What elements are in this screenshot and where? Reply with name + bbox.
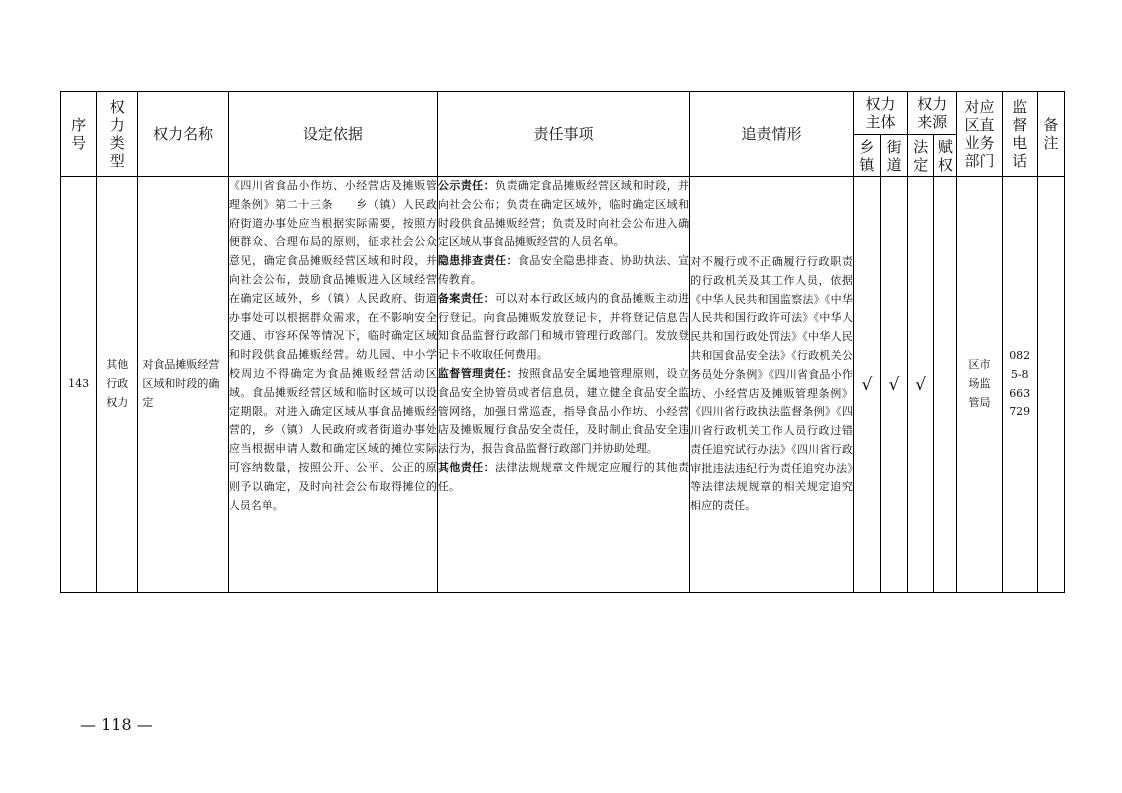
row-seq: 143 <box>61 177 97 593</box>
header-accountability: 追责情形 <box>690 92 854 177</box>
row-dept: 区市 场监 管局 <box>957 177 1002 593</box>
row-accountability: 对不履行或不正确履行行政职责的行政机关及其工作人员，依据《中华人民共和国监察法》《中华人民共和国行政许可法》《中华人民共和国行政处罚法》《中华人民共和国食品安全法》《行政机关公务员处分条例》《四川省食品小作坊、小经营店及摊贩管理条例》《四川省行政执法监督条例》《四川省行政机关工作人员行政过错责任追究试行办法》《四川省行政审批违法违纪行为责任追究办法》等法律法规规章的相关规定追究相应的责任。 <box>690 177 854 593</box>
row-power-name: 对食品摊贩经营区域和时段的确定 <box>138 177 228 593</box>
check-town: √ <box>853 177 880 593</box>
duty-filing: 备案责任：可以对本行政区域内的食品摊贩主动进行登记。向食品摊贩发放登记卡，并将登记信息告知食品监督行政部门和城市管理行政部门。发放登记卡不收取任何费用。 <box>437 291 690 362</box>
header-dept: 对应 区直 业务 部门 <box>957 92 1002 177</box>
check-legal: √ <box>908 177 934 593</box>
duty-other: 其他责任：法律法规规章文件规定应履行的其他责任。 <box>437 460 690 493</box>
page-number: — 118 — <box>80 715 153 734</box>
duty-public: 公示责任：负责确定食品摊贩经营区域和时段，并向社会公布；负责在确定区域外，临时确定区域和时段供食品摊贩经营；负责及时向社会公布进入确定区域从事食品摊贩经营的人员名单。 <box>437 179 690 249</box>
header-subject: 权力 主体 <box>853 92 907 135</box>
check-street: √ <box>881 177 908 593</box>
row-remark <box>1037 177 1064 593</box>
table-row <box>61 177 1065 593</box>
header-source: 权力 来源 <box>908 92 957 135</box>
row-basis: 《四川省食品小作坊、小经营店及摊贩管理条例》第二十三条 乡（镇）人民政府街道办事处应当根据实际需要，按照方便群众、合理布局的原则，征求社会公众意见，确定食品摊贩经营区域和时段，并向社会公布，鼓励食品摊贩进入区域经营在确定区域外，乡（镇）人民政府、街道办事处可以根据群众需求，在不影响安全交通、市容环保等情况下，临时确定区域和时段供食品摊贩经营。幼儿园、中小学校周边不得确定为食品摊贩经营活动区域。食品摊贩经营区域和临时区域可以设定期限。对进入确定区域从事食品摊贩经营的，乡（镇）人民政府或者街道办事处应当根据申请人数和确定区域的摊位实际可容纳数量，按照公开、公平、公正的原则予以确定，及时向社会公布取得摊位的人员名单。 <box>228 177 437 593</box>
header-duty: 责任事项 <box>437 92 689 177</box>
header-remark: 备 注 <box>1037 92 1064 177</box>
header-subject-town: 乡 镇 <box>853 135 880 177</box>
row-type: 其他 行政 权力 <box>97 177 138 593</box>
header-type: 权 力 类 型 <box>97 92 138 177</box>
header-seq: 序 号 <box>61 92 97 177</box>
header-source-grant: 赋 权 <box>934 135 957 177</box>
row-phone: 082 5-8 663 729 <box>1002 177 1037 593</box>
row-duties <box>437 177 689 593</box>
header-phone: 监 督 电 话 <box>1002 92 1037 177</box>
duty-supervision: 监督管理责任：按照食品安全属地管理原则，设立食品安全协管员或者信息员，建立健全食品安全监管网络，加强日常巡查，指导食品小作坊、小经营店及摊贩履行食品安全责任，及时制止食品安全违法行为，报告食品监督行政部门并协助处理。 <box>437 366 690 456</box>
header-subject-street: 街 道 <box>881 135 908 177</box>
header-name: 权力名称 <box>138 92 228 177</box>
header-basis: 设定依据 <box>228 92 437 177</box>
duty-hazard: 隐患排查责任：食品安全隐患排查、协助执法、宣传教育。 <box>437 254 690 286</box>
header-source-legal: 法 定 <box>908 135 934 177</box>
check-grant <box>934 177 957 593</box>
power-list-table <box>60 91 1065 593</box>
